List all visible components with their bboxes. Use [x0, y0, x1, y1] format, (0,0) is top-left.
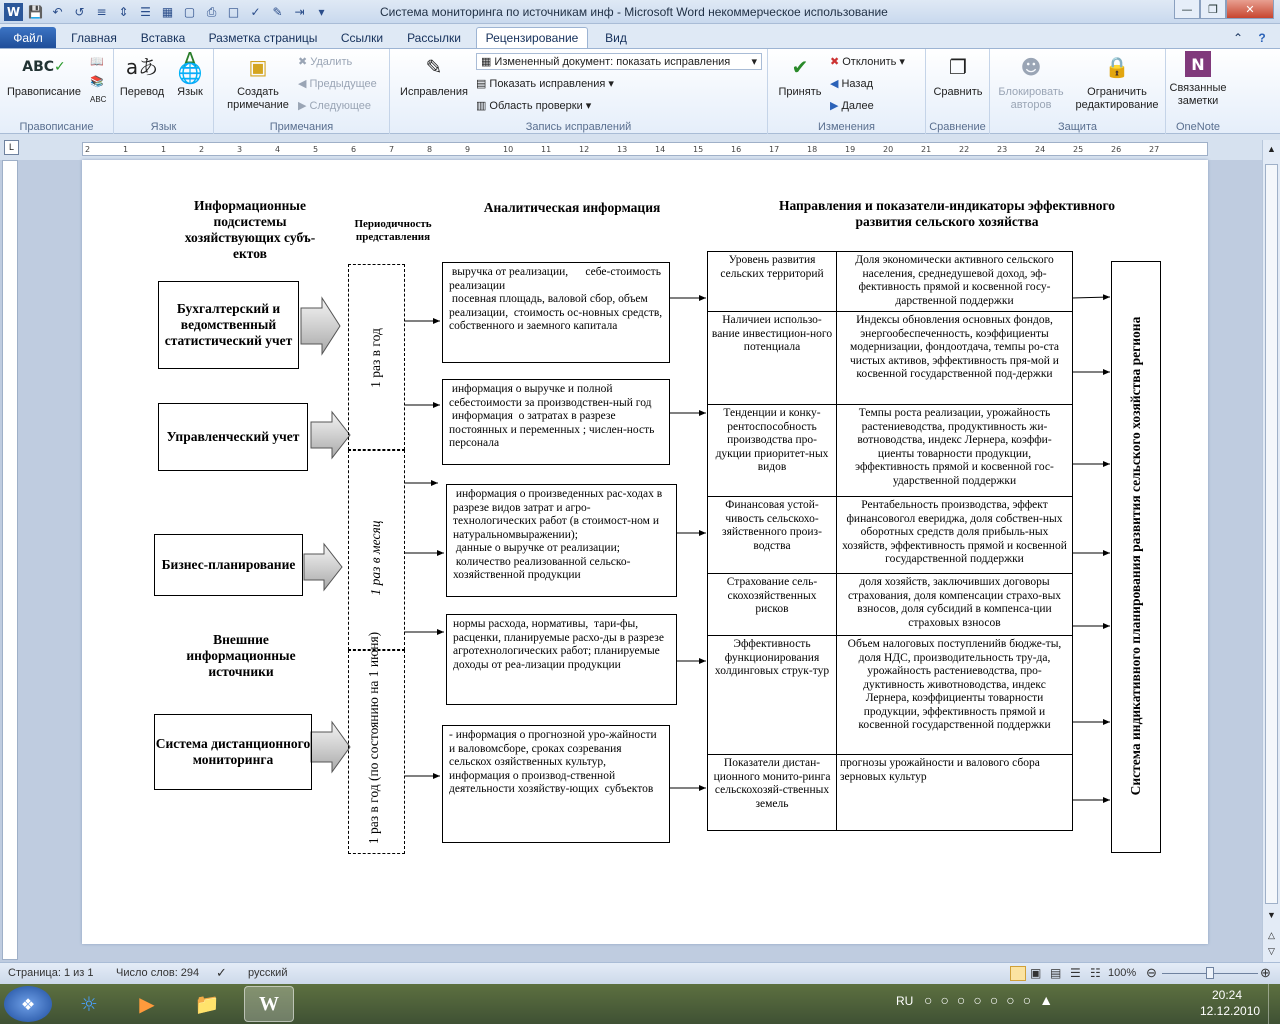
ruler-tick: 2 — [199, 145, 205, 154]
group-label: Изменения — [818, 121, 875, 133]
period-yearly: 1 раз в год — [368, 328, 383, 388]
direction-name-3: Тенденции и конку-рентоспособность производства про-дукции приоритет-ных видов — [707, 404, 837, 497]
next-comment-label: Следующее — [309, 99, 372, 112]
group-onenote — [1166, 49, 1230, 135]
group-label: Язык — [150, 121, 177, 133]
info-box-3: информация о произведенных рас-ходах в разрезе видов затрат и агро-технологических работ (в стоимост-ном и натуральномвыражении); данные о выручке от реализации; количество реализованной сельско-хозяйственной продукции — [446, 484, 677, 597]
spelling-label: Правописание — [6, 86, 82, 98]
track-changes-icon: ✎ — [425, 54, 443, 79]
tab-selector[interactable]: L — [4, 140, 19, 155]
help-icon[interactable]: ? — [1258, 30, 1266, 45]
start-button[interactable]: ❖ — [4, 986, 52, 1022]
zoom-level[interactable]: 100% — [1108, 967, 1137, 979]
comment-icon: ▣ — [248, 54, 268, 79]
header-analytical: Аналитическая информация — [483, 200, 661, 215]
word-icon[interactable]: W — [4, 3, 23, 21]
show-markup-button[interactable] — [476, 77, 614, 90]
linked-notes-button[interactable] — [1170, 51, 1226, 108]
ruler-tick: 6 — [351, 145, 357, 154]
review-pane-button[interactable] — [476, 99, 591, 112]
header-directions: Направления и показатели-индикаторы эффективного развития сельского хозяйства — [778, 198, 1116, 229]
delete-comment-label: Удалить — [310, 55, 353, 68]
external-sources-label: Внешние информационные источники — [186, 632, 296, 679]
direction-name-1: Уровень развития сельских территорий — [707, 251, 837, 312]
preview-icon[interactable]: ▢ — [183, 5, 196, 19]
line-spacing-icon[interactable]: ⇕ — [118, 5, 129, 19]
next-comment-icon: ▶ — [298, 100, 307, 112]
tab-home[interactable]: Главная — [71, 30, 117, 45]
restrict-editing-label: Ограничить редактирование — [1075, 86, 1159, 111]
zoom-slider-thumb[interactable] — [1206, 967, 1214, 979]
ruler-tick: 7 — [389, 145, 395, 154]
reject-icon: ✖ — [830, 56, 840, 68]
group-spelling — [0, 49, 114, 135]
direction-name-7: Показатели дистан-ционного монито-ринга сельскохозяй-ственных земель — [707, 754, 837, 831]
show-markup-icon: ▤ — [476, 78, 487, 90]
accept-label: Принять — [778, 86, 822, 98]
direction-name-6: Эффективность функционирования холдинговых струк-тур — [707, 635, 837, 755]
header-subsystems: Информационные подсистемы хозяйствующих субъ-ектов — [184, 198, 316, 261]
ruler-tick: 24 — [1035, 145, 1046, 154]
ruler-tick: 12 — [579, 145, 590, 154]
info-box-4: нормы расхода, нормативы, тари-фы, расценки, планируемые расхо-ды в разрезе агротехнологических работ; планируемые доходы от реа-лизации продукции — [446, 614, 677, 705]
maximize-button[interactable]: ❐ — [1200, 0, 1226, 19]
previous-change-button[interactable] — [830, 77, 873, 90]
next-icon: ▶ — [830, 100, 839, 112]
previous-change-label: Назад — [841, 77, 873, 90]
info-box-5: - информация о прогнозной уро-жайности и валовомсборе, сроках созревания сельскох озяйственных культур, информация о производ-ственной деятельности хозяйству-ющих субъектов — [442, 725, 670, 843]
status-bar — [0, 962, 1280, 984]
group-language — [114, 49, 214, 135]
taskbar — [0, 984, 1280, 1024]
display-for-review-select[interactable] — [476, 53, 762, 70]
prev-page-icon[interactable]: △ — [1268, 930, 1275, 940]
thesaurus-icon[interactable]: 📚 — [90, 76, 104, 88]
track-changes-button[interactable] — [394, 51, 474, 99]
table-icon[interactable]: ▦ — [161, 5, 174, 19]
web-layout-icon[interactable]: ▤ — [1050, 966, 1062, 980]
prev-comment-icon: ◀ — [298, 78, 307, 90]
ruler-tick: 27 — [1149, 145, 1160, 154]
info-box-1: выручка от реализации, себе-стоимость реализации посевная площадь, валовой сбор, объем реализации, стоимость ос-новных средств, собственного и заемного капитала — [442, 262, 670, 363]
ruler-tick: 1 — [123, 145, 129, 154]
group-label: Защита — [1058, 121, 1097, 133]
accept-icon: ✔ — [791, 54, 809, 79]
clock-date[interactable]: 12.12.2010 — [1200, 1004, 1261, 1018]
spellcheck-icon[interactable]: ✓ — [250, 5, 261, 19]
tab-insert[interactable]: Вставка — [140, 30, 186, 45]
title-bar — [0, 0, 1280, 24]
compare-button[interactable] — [930, 51, 986, 99]
vertical-scrollbar[interactable] — [1262, 140, 1280, 962]
scroll-thumb[interactable] — [1265, 164, 1278, 904]
show-desktop-button[interactable] — [1268, 984, 1280, 1024]
direction-indicators-6: Объем налоговых поступленийв бюдже-ты, доля НДС, производительность тру-да, урожайность растениеводства, про-дуктивность животноводства, индекс Лернера, коэффициенты товарности продукции, эффективность прямой и косвенной государственной поддержки — [836, 635, 1073, 755]
ruler-tick: 20 — [883, 145, 894, 154]
reject-button[interactable] — [830, 55, 905, 68]
scroll-down-icon[interactable]: ▼ — [1267, 910, 1276, 920]
direction-indicators-3: Темпы роста реализации, урожайность растениеводства, продуктивность жи-вотноводства, индекс Лернера, коэффи-циенты товарности продукции, эффективность прямой и косвенной гос-ударственной поддержки — [836, 404, 1073, 497]
translate-icon: aあ — [125, 54, 159, 79]
ruler-tick: 19 — [845, 145, 856, 154]
prev-comment-label: Предыдущее — [309, 77, 377, 90]
ruler-tick: 17 — [769, 145, 780, 154]
review-pane-icon: ▥ — [476, 100, 487, 112]
ruler-tick: 13 — [617, 145, 628, 154]
reject-label: Отклонить — [842, 55, 897, 68]
linked-notes-label: Связанные заметки — [1169, 82, 1227, 107]
ruler-tick: 10 — [503, 145, 514, 154]
tab-file[interactable]: Файл — [0, 27, 56, 48]
ruler-tick: 15 — [693, 145, 704, 154]
source-management: Управленческий учет — [158, 403, 308, 471]
display-mode-value: Измененный документ: показать исправления — [494, 55, 731, 68]
ribbon-tabs — [0, 24, 1280, 48]
indent-icon[interactable]: ⇥ — [294, 5, 305, 19]
translate-label: Перевод — [119, 86, 165, 98]
previous-icon: ◀ — [830, 78, 839, 90]
compare-label: Сравнить — [933, 86, 983, 98]
group-label: Запись исправлений — [525, 121, 632, 133]
ruler-tick: 25 — [1073, 145, 1084, 154]
ruler-tick: 26 — [1111, 145, 1122, 154]
next-comment-button[interactable] — [298, 99, 371, 112]
direction-indicators-5: доля хозяйств, заключивших договоры страхования, доля компенсации страхо-вых взносов, доля субсидий в компенса-ции страховых взносов — [836, 573, 1073, 636]
print-layout-icon[interactable] — [1010, 966, 1026, 981]
next-page-icon[interactable]: ▽ — [1268, 946, 1275, 956]
redo-icon[interactable]: ↺ — [74, 5, 85, 19]
explorer-icon[interactable]: 📁 — [194, 992, 220, 1016]
draft-icon[interactable]: ☷ — [1090, 966, 1101, 980]
ruler-tick: 22 — [959, 145, 970, 154]
group-tracking — [390, 49, 768, 135]
language-label: Язык — [177, 86, 203, 98]
tab-page-layout[interactable]: Разметка страницы — [208, 30, 318, 45]
chevron-down-icon: ▾ — [899, 56, 905, 68]
direction-name-2: Наличиеи использо-вание инвестицион-ного потенциала — [707, 311, 837, 405]
spelling-button[interactable] — [4, 51, 84, 99]
ie-icon[interactable]: ☼ — [80, 992, 98, 1016]
group-label: Примечания — [269, 121, 334, 133]
direction-name-4: Финансовая устой-чивость сельскохо-зяйственного произ-водства — [707, 496, 837, 574]
horizontal-ruler[interactable] — [82, 142, 1208, 156]
show-markup-label: Показать исправления — [489, 77, 606, 90]
group-label: Правописание — [19, 121, 94, 133]
dropdown-arrow-icon: ▾ — [751, 56, 757, 68]
align-icon[interactable]: ☰ — [140, 5, 151, 19]
bullets-icon[interactable]: ≡ — [96, 5, 107, 19]
language-status[interactable]: русский — [248, 967, 288, 979]
ruler-tick: 23 — [997, 145, 1008, 154]
tab-review[interactable]: Рецензирование — [476, 27, 588, 48]
block-authors-label: Блокировать авторов — [998, 86, 1064, 111]
direction-indicators-1: Доля экономически активного сельского населения, среднедушевой доход, эф-фективность прямой и косвенной госу-дарственной поддержки — [836, 251, 1073, 312]
ruler-tick: 18 — [807, 145, 818, 154]
ruler-tick: 3 — [237, 145, 243, 154]
tab-mailings[interactable]: Рассылки — [407, 30, 461, 45]
close-button[interactable]: ✕ — [1226, 0, 1274, 19]
lock-icon: 🔒 — [1104, 54, 1130, 79]
media-player-icon[interactable]: ▶ — [139, 992, 155, 1016]
ruler-tick: 4 — [275, 145, 281, 154]
next-change-button[interactable] — [830, 99, 874, 112]
ribbon — [0, 48, 1280, 134]
ruler-tick: 1 — [161, 145, 167, 154]
spelling-icon: ABC ✓ — [22, 58, 66, 75]
system-label: Система индикативного планирования развития сельского хозяйства региона — [1128, 316, 1143, 796]
tab-view[interactable]: Вид — [605, 30, 627, 45]
ruler-tick: 16 — [731, 145, 742, 154]
ruler-tick: 14 — [655, 145, 666, 154]
ruler-tick: 2 — [85, 145, 91, 154]
word-taskbar-icon[interactable]: W — [244, 986, 294, 1022]
ribbon-minimize-icon[interactable]: ⌃ — [1232, 30, 1244, 45]
block-authors-icon: ☻ — [1020, 54, 1042, 79]
direction-indicators-4: Рентабельность производства, эффект финансовогол евериджа, доля собствен-ных оборотных средств доля прибыль-ных хозяйств, эффективность прямой и косвенной государственной поддержки — [836, 496, 1073, 574]
ruler-tick: 5 — [313, 145, 319, 154]
clock-time[interactable]: 20:24 — [1212, 988, 1243, 1002]
outline-icon[interactable]: ☰ — [1070, 966, 1081, 980]
full-screen-icon[interactable]: ▣ — [1030, 966, 1042, 980]
scroll-up-icon[interactable]: ▲ — [1267, 144, 1276, 154]
prev-comment-button[interactable] — [298, 77, 377, 90]
document-page[interactable] — [82, 160, 1208, 944]
print-icon[interactable]: ⎙ — [206, 4, 217, 19]
ruler-tick: 9 — [465, 145, 471, 154]
tray-icons[interactable]: ○○○○○○○▲ — [924, 992, 1062, 1008]
new-doc-icon[interactable]: □ — [227, 5, 240, 19]
new-comment-button[interactable] — [218, 51, 298, 112]
translate-button[interactable] — [118, 51, 166, 99]
group-label: Сравнение — [929, 121, 986, 133]
language-icon: A🌐 — [177, 48, 203, 85]
accept-button[interactable] — [772, 51, 828, 99]
source-remote-monitoring: Система дистанционного мониторинга — [154, 714, 312, 790]
ruler-tick: 21 — [921, 145, 932, 154]
onenote-icon: N — [1185, 51, 1211, 77]
minimize-button[interactable]: — — [1174, 0, 1200, 19]
input-language[interactable]: RU — [896, 994, 914, 1008]
vertical-ruler[interactable] — [2, 160, 18, 960]
ruler-tick: 11 — [541, 145, 552, 154]
research-icon[interactable]: 📖 — [90, 56, 104, 68]
restrict-editing-button[interactable] — [1070, 51, 1164, 112]
quick-access-toolbar — [4, 3, 331, 21]
zoom-in-icon[interactable]: ⊕ — [1260, 965, 1271, 980]
next-change-label: Далее — [841, 99, 874, 112]
new-comment-label: Создать примечание — [227, 86, 289, 111]
direction-indicators-2: Индексы обновления основных фондов, энергообеспеченность, коэффициенты модернизации, фондоотдача, темпы ро-ста чистых активов, эффективность пря-мой и косвенной государственной под-держки — [836, 311, 1073, 405]
group-compare — [926, 49, 990, 135]
language-button[interactable] — [168, 48, 212, 99]
page-count[interactable]: Страница: 1 из 1 — [8, 967, 94, 979]
direction-indicators-7: прогнозы урожайности и валового сбора зерновых культур — [836, 754, 1073, 831]
display-icon: ▦ — [481, 56, 492, 68]
customize-qat-icon[interactable]: ▾ — [318, 5, 325, 19]
group-protect — [990, 49, 1166, 135]
group-label: OneNote — [1175, 121, 1221, 133]
review-pane-label: Область проверки — [489, 99, 583, 112]
zoom-out-icon[interactable]: ⊖ — [1146, 965, 1157, 980]
group-changes — [768, 49, 926, 135]
chevron-down-icon: ▾ — [608, 78, 614, 90]
proofing-icon[interactable]: ✓ — [216, 965, 227, 980]
format-painter-icon[interactable]: ✎ — [272, 5, 283, 19]
direction-name-5: Страхование сель-скохозяйственных рисков — [707, 573, 837, 636]
word-count-icon[interactable]: ABC — [90, 95, 107, 104]
ruler-tick: 8 — [427, 145, 433, 154]
tab-references[interactable]: Ссылки — [340, 30, 384, 45]
track-changes-label: Исправления — [400, 86, 468, 98]
save-icon[interactable]: 💾 — [28, 5, 43, 19]
block-authors-button[interactable] — [992, 51, 1070, 112]
source-business-planning: Бизнес-планирование — [154, 534, 303, 596]
delete-icon: ✖ — [298, 56, 308, 68]
undo-icon[interactable]: ↶ — [52, 5, 63, 19]
info-box-2: информация о выручке и полной себестоимости за производствен-ный год информация о затратах в разрезе постоянных и переменных ; числен-ность персонала — [442, 379, 670, 465]
header-periodicity: Периодичность представления — [354, 218, 432, 243]
period-monthly: 1 раз в месяц — [368, 520, 383, 596]
period-june: 1 раз в год (по состоянию на 1 июня) — [366, 631, 381, 845]
delete-comment-button[interactable] — [298, 55, 352, 68]
group-comments — [214, 49, 390, 135]
word-count[interactable]: Число слов: 294 — [116, 967, 200, 979]
window-title: Система мониторинга по источникам инф - Microsoft Word некоммерческое использование — [380, 5, 888, 19]
compare-icon: ❐ — [949, 54, 967, 79]
source-accounting: Бухгалтерский и ведомственный статистический учет — [158, 281, 299, 369]
chevron-down-icon: ▾ — [585, 100, 592, 112]
